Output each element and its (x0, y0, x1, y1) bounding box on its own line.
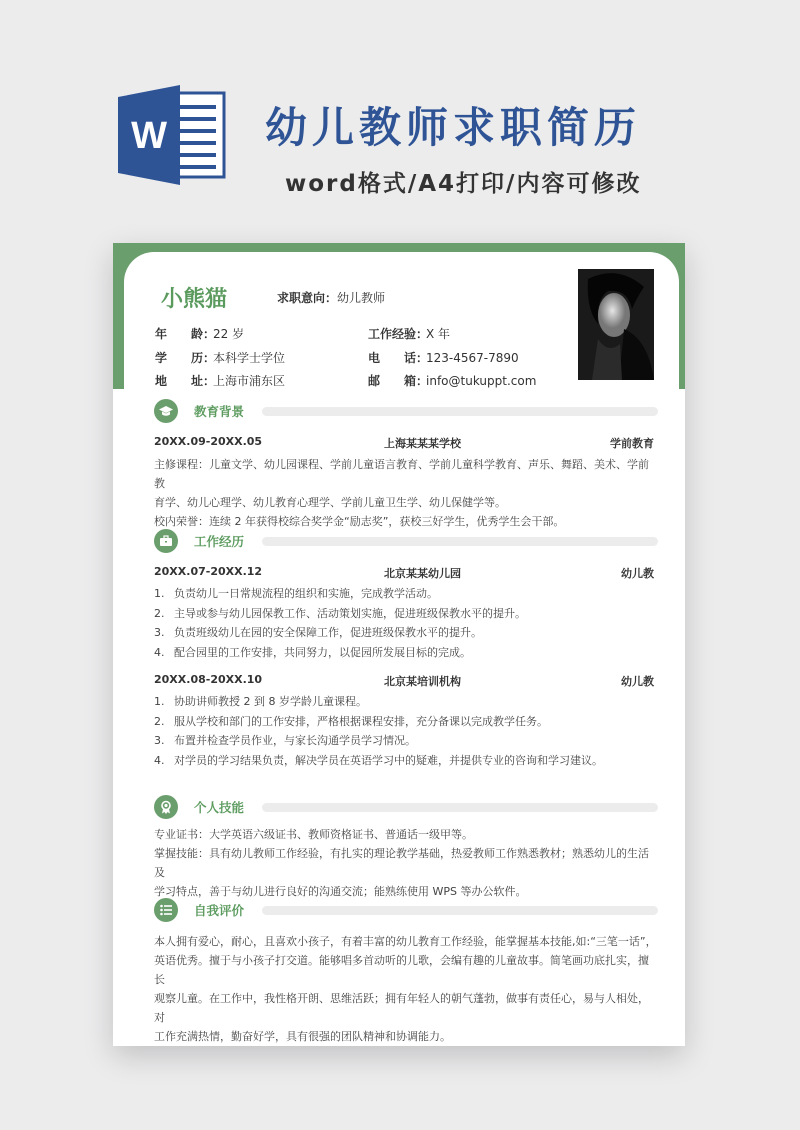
education-entry (154, 435, 654, 448)
resume-content (124, 252, 679, 1043)
award-icon (154, 795, 178, 819)
section-skills (154, 795, 654, 819)
info-label: 工作经验： (368, 327, 429, 341)
section-divider (262, 906, 658, 915)
text-line: 学习特点，善于与幼儿进行良好的沟通交流；能熟练使用 WPS 等办公软件。 (154, 885, 527, 898)
list-item: 2. 主导或参与幼儿园保教工作、活动策划实施，促进班级保教水平的提升。 (154, 606, 526, 620)
section-title: 教育背景 (194, 404, 245, 419)
banner-subtitle: word格式/A4打印/内容可修改 (285, 171, 642, 197)
info-age (155, 325, 244, 342)
list-item: 4. 配合园里的工作安排，共同努力，以促园所发展目标的完成。 (154, 645, 471, 659)
info-value: 123-4567-7890 (426, 351, 519, 365)
info-education (155, 349, 285, 366)
list-item: 1. 负责幼儿一日常规流程的组织和实施，完成教学活动。 (154, 587, 438, 600)
edu-major: 学前教育 (610, 437, 654, 450)
intent-label: 求职意向： (277, 291, 338, 305)
work-entry-2 (154, 673, 654, 686)
text-line: 英语优秀。擅于与小孩子打交道。能够唱多首动听的儿歌，会编有趣的儿童故事。简笔画功底扎实，擅长 (154, 954, 649, 986)
word-logo-icon (118, 85, 228, 185)
info-value: 上海市浦东区 (213, 374, 286, 388)
text-line: 育学、幼儿心理学、幼儿教育心理学、学前儿童卫生学、幼儿保健学等。 (154, 496, 506, 509)
edu-school: 上海某某某学校 (384, 437, 461, 450)
info-value: 本科学士学位 (213, 351, 286, 365)
section-title: 工作经历 (194, 534, 245, 549)
text-line: 本人拥有爱心，耐心，且喜欢小孩子，有着丰富的幼儿教育工作经验，能掌握基本技能,如:“三笔一话”， (154, 935, 657, 948)
section-divider (262, 803, 658, 812)
logo-letter: W (131, 115, 167, 157)
section-divider (262, 407, 658, 416)
info-label: 邮 箱： (368, 374, 429, 388)
job-org: 北京某培训机构 (384, 675, 461, 688)
text-line: 掌握技能：具有幼儿教师工作经验，有扎实的理论教学基础，热爱教师工作熟悉教材；熟悉幼儿的生活及 (154, 847, 649, 879)
job-role: 幼儿教 (621, 675, 654, 688)
job-1-duties (154, 584, 659, 662)
section-title: 个人技能 (194, 800, 245, 815)
list-item: 3. 布置并检查学员作业，与家长沟通学员学习情况。 (154, 734, 416, 747)
info-value: X 年 (426, 327, 451, 341)
info-email (368, 372, 536, 389)
text-line: 主修课程：儿童文学、幼儿园课程、学前儿童语言教育、学前儿童科学教育、声乐、舞蹈、美术、学前教 (154, 458, 649, 490)
info-label: 年 龄： (155, 327, 216, 341)
text-line: 工作充满热情，勤奋好学，具有很强的团队精神和协调能力。 (154, 1030, 451, 1043)
info-value: info@tukuppt.com (426, 374, 537, 388)
resume-sheet (113, 243, 685, 1046)
list-item: 2. 服从学校和部门的工作安排，严格根据课程安排，充分备课以完成教学任务。 (154, 714, 548, 728)
info-address (155, 372, 285, 389)
intent-value: 幼儿教师 (337, 291, 386, 305)
job-period: 20XX.08-20XX.10 (154, 673, 263, 686)
section-self-evaluation (154, 898, 654, 922)
text-line: 校内荣誉：连续 2 年获得校综合奖学金“励志奖”，获校三好学生，优秀学生会干部。 (154, 515, 565, 528)
text-line: 专业证书：大学英语六级证书、教师资格证书、普通话一级甲等。 (154, 828, 473, 841)
job-org: 北京某某幼儿园 (384, 567, 461, 580)
banner-title: 幼儿教师求职简历 (265, 103, 642, 152)
list-icon (154, 898, 178, 922)
self-evaluation-text (154, 932, 659, 1046)
job-intent (277, 289, 385, 306)
list-item: 1. 协助讲师教授 2 到 8 岁学龄儿童课程。 (154, 695, 367, 708)
info-phone (368, 349, 519, 366)
section-divider (262, 537, 658, 546)
job-2-duties (154, 692, 659, 770)
info-label: 地 址： (155, 374, 216, 388)
info-label: 学 历： (155, 351, 216, 365)
skills-details (154, 825, 659, 901)
briefcase-icon (154, 529, 178, 553)
section-education (154, 399, 654, 423)
list-item: 3. 负责班级幼儿在园的安全保障工作，促进班级保教水平的提升。 (154, 626, 482, 639)
graduation-cap-icon (154, 399, 178, 423)
job-period: 20XX.07-20XX.12 (154, 565, 263, 578)
edu-period: 20XX.09-20XX.05 (154, 435, 263, 448)
section-work (154, 529, 654, 553)
work-entry-1 (154, 565, 654, 578)
profile-photo (578, 269, 654, 380)
info-value: 22 岁 (213, 327, 245, 341)
text-line: 观察儿童。在工作中，我性格开朗、思维活跃；拥有年轻人的朝气蓬勃，做事有责任心，易与人相处，对 (154, 992, 649, 1024)
info-label: 电 话： (368, 351, 429, 365)
info-experience (368, 325, 450, 342)
section-title: 自我评价 (194, 903, 245, 918)
list-item: 4. 对学员的学习结果负责，解决学员在英语学习中的疑难，并提供专业的咨询和学习建议。 (154, 753, 603, 767)
candidate-name: 小熊猫 (161, 287, 228, 312)
education-details (154, 455, 659, 531)
job-role: 幼儿教 (621, 567, 654, 580)
